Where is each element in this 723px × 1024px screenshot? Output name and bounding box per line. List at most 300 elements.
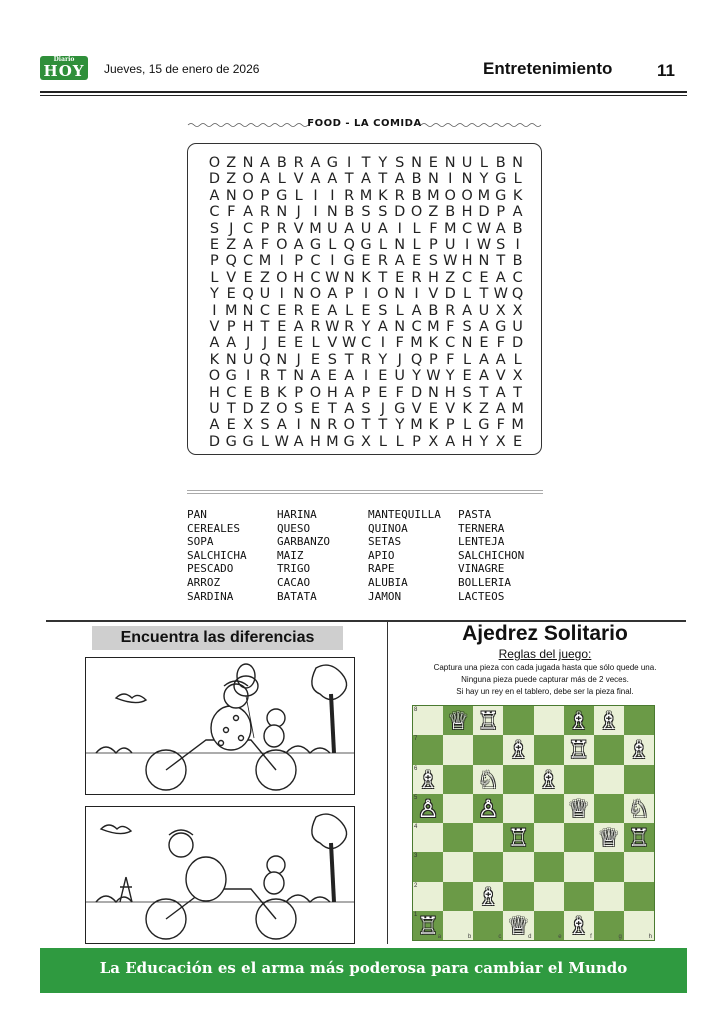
- grid-letter: D: [394, 204, 406, 221]
- grid-letter: A: [226, 335, 237, 352]
- square-c2[interactable]: [473, 882, 503, 911]
- square-h1[interactable]: [624, 911, 654, 940]
- grid-letter: I: [279, 286, 284, 303]
- grid-row: [206, 154, 526, 172]
- rank-label: 3: [414, 853, 418, 860]
- grid-letter: X: [361, 433, 371, 450]
- queen-icon[interactable]: ♕: [447, 707, 469, 735]
- grid-letter: A: [327, 302, 338, 319]
- pawn-icon[interactable]: ♙: [477, 794, 500, 823]
- grid-letter: L: [412, 220, 421, 237]
- word-list-column: [277, 508, 330, 603]
- grid-letter: D: [478, 204, 490, 221]
- grid-letter: R: [445, 302, 456, 319]
- grid-letter: K: [378, 187, 388, 204]
- bishop-icon[interactable]: ♗: [628, 736, 650, 765]
- grid-letter: Q: [511, 286, 524, 303]
- grid-letter: G: [326, 155, 338, 171]
- grid-letter: E: [277, 335, 287, 352]
- grid-letter: W: [476, 220, 492, 237]
- word-list-item: SETAS: [368, 535, 402, 549]
- word-list-item: BATATA: [277, 589, 317, 603]
- grid-letter: R: [259, 204, 270, 221]
- square-b6[interactable]: [443, 765, 473, 794]
- square-c8[interactable]: [473, 706, 503, 735]
- rank-label: 2: [414, 882, 418, 889]
- square-d1[interactable]: [503, 911, 533, 940]
- grid-letter: H: [444, 384, 456, 401]
- grid-letter: V: [209, 319, 220, 335]
- square-f2[interactable]: [564, 882, 594, 911]
- grid-letter: R: [310, 319, 321, 335]
- grid-letter: L: [412, 237, 421, 253]
- grid-letter: L: [463, 351, 472, 368]
- grid-letter: U: [461, 155, 473, 171]
- square-a5[interactable]: [413, 794, 443, 823]
- rook-icon[interactable]: ♖: [507, 824, 530, 852]
- column-divider: [387, 622, 388, 944]
- square-f5[interactable]: [564, 794, 594, 823]
- square-g1[interactable]: [594, 911, 624, 940]
- bishop-icon[interactable]: ♗: [598, 707, 620, 735]
- grid-letter: T: [361, 155, 371, 171]
- grid-letter: E: [479, 269, 489, 286]
- word-list-item: SARDINA: [187, 589, 234, 603]
- grid-letter: P: [344, 286, 354, 303]
- grid-letter: N: [293, 368, 305, 385]
- word-list-item: PASTA: [458, 508, 492, 521]
- grid-letter: P: [496, 204, 506, 221]
- grid-letter: Z: [226, 155, 237, 171]
- grid-letter: V: [428, 286, 439, 303]
- grid-letter: L: [378, 433, 387, 450]
- grid-letter: G: [242, 433, 254, 450]
- page-number: 11: [657, 61, 675, 80]
- grid-letter: Z: [226, 237, 237, 253]
- square-b8[interactable]: [443, 706, 473, 735]
- grid-letter: U: [259, 286, 271, 303]
- square-d2[interactable]: [503, 882, 533, 911]
- grid-letter: U: [327, 220, 338, 237]
- grid-letter: E: [243, 384, 253, 401]
- rank-label: 1: [414, 911, 418, 918]
- grid-letter: E: [310, 401, 321, 417]
- square-h7[interactable]: [624, 735, 654, 764]
- square-a2[interactable]: [413, 882, 443, 911]
- grid-letter: R: [377, 253, 388, 270]
- grid-letter: A: [310, 368, 321, 385]
- grid-letter: V: [445, 401, 456, 417]
- grid-letter: Z: [259, 269, 270, 286]
- grid-letter: A: [495, 384, 506, 401]
- square-e5[interactable]: [534, 794, 564, 823]
- grid-letter: J: [397, 351, 402, 368]
- grid-letter: S: [361, 401, 371, 417]
- grid-letter: O: [242, 171, 254, 188]
- square-d7[interactable]: [503, 735, 533, 764]
- grid-letter: N: [394, 286, 406, 303]
- square-d4[interactable]: [503, 823, 533, 852]
- square-f6[interactable]: [564, 765, 594, 794]
- divider: [187, 490, 543, 491]
- chess-title: Ajedrez Solitario: [462, 622, 628, 645]
- grid-letter: L: [479, 155, 488, 171]
- square-g7[interactable]: [594, 735, 624, 764]
- grid-letter: Y: [209, 286, 219, 303]
- grid-letter: J: [296, 351, 301, 368]
- word-list-item: SALCHICHA: [187, 548, 247, 562]
- grid-letter: L: [328, 237, 337, 253]
- grid-letter: E: [209, 237, 219, 253]
- grid-letter: H: [461, 253, 473, 270]
- square-h5[interactable]: [624, 794, 654, 823]
- grid-letter: L: [513, 351, 522, 368]
- grid-letter: O: [444, 187, 456, 204]
- square-b1[interactable]: [443, 911, 473, 940]
- grid-letter: X: [512, 368, 523, 385]
- grid-letter: R: [259, 368, 270, 385]
- grid-letter: E: [310, 351, 321, 368]
- square-e7[interactable]: [534, 735, 564, 764]
- grid-letter: C: [445, 335, 456, 352]
- grid-letter: I: [363, 368, 369, 385]
- grid-letter: E: [395, 269, 405, 286]
- grid-letter: Y: [445, 368, 455, 385]
- grid-letter: U: [360, 220, 372, 237]
- rook-icon[interactable]: ♖: [417, 911, 439, 940]
- grid-letter: S: [395, 155, 405, 171]
- grid-letter: F: [496, 417, 505, 434]
- word-list-item: RAPE: [368, 562, 395, 576]
- grid-letter: O: [208, 155, 221, 171]
- grid-letter: T: [513, 384, 523, 401]
- word-list-item: TRIGO: [277, 562, 311, 576]
- grid-letter: A: [327, 286, 338, 303]
- grid-letter: F: [446, 319, 455, 335]
- grid-letter: A: [310, 171, 321, 188]
- grid-letter: I: [330, 187, 335, 204]
- grid-letter: S: [428, 253, 438, 270]
- grid-letter: T: [327, 401, 337, 417]
- grid-row: [206, 334, 526, 352]
- differences-image-bottom: [85, 806, 355, 944]
- pawn-icon[interactable]: ♙: [417, 794, 439, 823]
- header-rule: [40, 95, 687, 96]
- grid-letter: L: [260, 433, 269, 450]
- grid-letter: J: [245, 335, 251, 352]
- square-f1[interactable]: [564, 911, 594, 940]
- grid-letter: E: [226, 417, 236, 434]
- queen-icon[interactable]: ♕: [598, 824, 620, 852]
- grid-letter: N: [326, 204, 338, 221]
- section-title: Entretenimiento: [483, 59, 613, 78]
- grid-letter: L: [395, 433, 404, 450]
- grid-letter: B: [411, 187, 422, 204]
- grid-letter: N: [394, 237, 406, 253]
- square-e3[interactable]: [534, 852, 564, 881]
- square-g5[interactable]: [594, 794, 624, 823]
- bishop-icon[interactable]: ♗: [477, 882, 500, 911]
- word-list-item: QUINOA: [368, 521, 408, 535]
- word-list-item: PAN: [187, 508, 207, 521]
- grid-letter: A: [293, 433, 304, 450]
- square-h3[interactable]: [624, 852, 654, 881]
- square-b4[interactable]: [443, 823, 473, 852]
- grid-letter: G: [343, 433, 355, 450]
- square-c5[interactable]: [473, 794, 503, 823]
- grid-letter: U: [242, 351, 254, 368]
- square-a3[interactable]: [413, 852, 443, 881]
- grid-letter: I: [313, 204, 318, 221]
- grid-letter: Y: [395, 417, 405, 434]
- square-e4[interactable]: [534, 823, 564, 852]
- grid-letter: N: [276, 351, 288, 368]
- square-f7[interactable]: [564, 735, 594, 764]
- grid-letter: A: [478, 351, 489, 368]
- grid-letter: A: [344, 368, 355, 385]
- square-f8[interactable]: [564, 706, 594, 735]
- bears-bicycle-illustration: [86, 658, 354, 794]
- grid-letter: N: [276, 204, 288, 221]
- grid-letter: V: [327, 335, 338, 352]
- grid-letter: Q: [225, 253, 237, 270]
- grid-letter: Y: [361, 319, 371, 335]
- word-list-item: LACTEOS: [458, 589, 505, 603]
- square-c1[interactable]: [473, 911, 503, 940]
- grid-letter: C: [310, 269, 321, 286]
- grid-letter: A: [495, 269, 506, 286]
- grid-row: [206, 170, 526, 188]
- square-g3[interactable]: [594, 852, 624, 881]
- grid-letter: C: [209, 204, 220, 221]
- square-c6[interactable]: [473, 765, 503, 794]
- grid-letter: A: [344, 401, 355, 417]
- square-b5[interactable]: [443, 794, 473, 823]
- grid-letter: A: [361, 171, 371, 188]
- grid-letter: H: [461, 204, 473, 221]
- rank-label: 5: [414, 794, 418, 801]
- grid-letter: S: [260, 417, 270, 434]
- logo-small-text: Diario: [53, 56, 75, 63]
- bishop-icon[interactable]: ♗: [417, 765, 439, 794]
- word-list-item: QUESO: [277, 521, 311, 535]
- square-a6[interactable]: [413, 765, 443, 794]
- grid-letter: K: [209, 351, 220, 368]
- square-d6[interactable]: [503, 765, 533, 794]
- grid-letter: E: [361, 253, 371, 270]
- file-label: b: [467, 934, 472, 940]
- word-list-item: LENTEJA: [458, 535, 505, 549]
- grid-letter: W: [476, 237, 492, 253]
- grid-letter: X: [495, 433, 506, 450]
- grid-letter: G: [343, 253, 355, 270]
- grid-letter: H: [242, 319, 254, 335]
- square-d3[interactable]: [503, 852, 533, 881]
- grid-letter: X: [243, 417, 254, 434]
- file-label: e: [558, 934, 562, 940]
- rank-label: 7: [414, 736, 418, 743]
- grid-letter: I: [515, 237, 520, 253]
- square-c7[interactable]: [473, 735, 503, 764]
- square-g6[interactable]: [594, 765, 624, 794]
- square-d8[interactable]: [503, 706, 533, 735]
- rook-icon[interactable]: ♖: [628, 824, 650, 852]
- word-list-item: VINAGRE: [458, 562, 505, 576]
- square-b3[interactable]: [443, 852, 473, 881]
- file-label: c: [498, 934, 502, 940]
- knight-icon[interactable]: ♘: [477, 765, 500, 794]
- square-h2[interactable]: [624, 882, 654, 911]
- grid-letter: N: [343, 269, 355, 286]
- grid-letter: N: [427, 171, 439, 188]
- grid-letter: T: [226, 401, 236, 417]
- grid-letter: N: [394, 319, 406, 335]
- knight-icon[interactable]: ♘: [628, 794, 650, 823]
- square-a8[interactable]: [413, 706, 443, 735]
- grid-letter: M: [511, 417, 524, 434]
- logo-big-text: HOY: [43, 62, 85, 80]
- square-h8[interactable]: [624, 706, 654, 735]
- grid-letter: J: [296, 204, 301, 221]
- bishop-icon[interactable]: ♗: [567, 911, 590, 940]
- grid-row: [206, 252, 526, 270]
- square-h6[interactable]: [624, 765, 654, 794]
- grid-letter: N: [225, 187, 237, 204]
- grid-letter: A: [293, 319, 304, 335]
- square-e8[interactable]: [534, 706, 564, 735]
- square-f4[interactable]: [564, 823, 594, 852]
- square-d5[interactable]: [503, 794, 533, 823]
- grid-letter: Y: [378, 155, 388, 171]
- queen-icon[interactable]: ♕: [507, 911, 530, 940]
- file-label: a: [437, 934, 442, 940]
- grid-letter: C: [512, 269, 523, 286]
- grid-letter: A: [259, 155, 270, 171]
- grid-letter: Z: [428, 204, 439, 221]
- grid-letter: G: [360, 237, 372, 253]
- grid-letter: K: [428, 335, 439, 352]
- square-g4[interactable]: [594, 823, 624, 852]
- grid-row: [206, 302, 526, 320]
- grid-letter: N: [225, 351, 237, 368]
- chess-board: [412, 705, 655, 941]
- square-c4[interactable]: [473, 823, 503, 852]
- grid-letter: Y: [412, 368, 421, 385]
- grid-letter: I: [464, 237, 470, 253]
- rook-icon[interactable]: ♖: [567, 736, 590, 765]
- rules-title: Reglas del juego:: [498, 647, 592, 661]
- divider: [187, 493, 543, 494]
- file-label: d: [528, 934, 532, 940]
- grid-letter: G: [276, 187, 288, 204]
- grid-letter: H: [427, 269, 439, 286]
- grid-letter: M: [443, 220, 457, 237]
- grid-letter: E: [310, 302, 321, 319]
- grid-letter: W: [342, 335, 357, 352]
- square-h4[interactable]: [624, 823, 654, 852]
- grid-letter: A: [310, 155, 321, 171]
- grid-letter: B: [512, 220, 523, 237]
- grid-letter: A: [478, 368, 489, 385]
- grid-letter: E: [428, 401, 438, 417]
- grid-letter: W: [443, 253, 458, 270]
- queen-icon[interactable]: ♕: [567, 794, 590, 823]
- grid-letter: N: [478, 253, 490, 270]
- bishop-icon[interactable]: ♗: [567, 707, 590, 735]
- square-g2[interactable]: [594, 882, 624, 911]
- grid-letter: I: [363, 286, 369, 303]
- grid-letter: A: [394, 171, 405, 188]
- word-list-item: GARBANZO: [277, 535, 330, 549]
- square-a4[interactable]: [413, 823, 443, 852]
- grid-letter: A: [495, 351, 506, 368]
- word-list-column: [187, 508, 247, 603]
- grid-letter: Z: [259, 401, 270, 417]
- grid-letter: D: [242, 401, 254, 417]
- grid-letter: M: [258, 253, 272, 270]
- grid-letter: E: [378, 368, 388, 385]
- grid-letter: A: [394, 253, 405, 270]
- grid-letter: K: [277, 384, 287, 401]
- grid-letter: I: [313, 187, 318, 204]
- grid-letter: G: [309, 237, 322, 253]
- grid-row: [206, 367, 526, 385]
- grid-letter: V: [293, 171, 304, 188]
- grid-letter: T: [378, 269, 388, 286]
- grid-letter: C: [360, 335, 372, 352]
- grid-letter: V: [293, 220, 304, 237]
- grid-letter: P: [294, 253, 304, 270]
- grid-letter: A: [293, 237, 304, 253]
- grid-letter: O: [276, 401, 288, 417]
- rook-icon[interactable]: ♖: [477, 707, 500, 735]
- square-e6[interactable]: [534, 765, 564, 794]
- square-e2[interactable]: [534, 882, 564, 911]
- grid-letter: C: [243, 253, 254, 270]
- grid-letter: B: [259, 384, 270, 401]
- grid-letter: M: [326, 433, 339, 450]
- grid-letter: T: [479, 384, 489, 401]
- square-f3[interactable]: [564, 852, 594, 881]
- bishop-icon[interactable]: ♗: [507, 736, 530, 765]
- square-c3[interactable]: [473, 852, 503, 881]
- grid-letter: C: [243, 220, 254, 237]
- square-g8[interactable]: [594, 706, 624, 735]
- grid-letter: T: [344, 351, 354, 368]
- grid-letter: N: [461, 335, 473, 352]
- bishop-icon[interactable]: ♗: [537, 765, 560, 794]
- square-b2[interactable]: [443, 882, 473, 911]
- grid-letter: A: [243, 237, 254, 253]
- grid-letter: F: [260, 237, 270, 253]
- square-a7[interactable]: [413, 735, 443, 764]
- grid-letter: L: [345, 302, 354, 319]
- grid-letter: R: [327, 417, 338, 434]
- grid-letter: W: [493, 286, 508, 303]
- grid-letter: R: [360, 351, 372, 368]
- grid-letter: P: [260, 220, 270, 237]
- word-list-item: APIO: [368, 548, 395, 562]
- grid-letter: C: [462, 220, 473, 237]
- grid-letter: A: [512, 204, 523, 221]
- grid-letter: G: [495, 171, 507, 188]
- grid-letter: V: [411, 401, 422, 417]
- square-e1[interactable]: [534, 911, 564, 940]
- grid-letter: F: [496, 335, 505, 352]
- grid-letter: C: [411, 319, 422, 335]
- square-a1[interactable]: [413, 911, 443, 940]
- square-b7[interactable]: [443, 735, 473, 764]
